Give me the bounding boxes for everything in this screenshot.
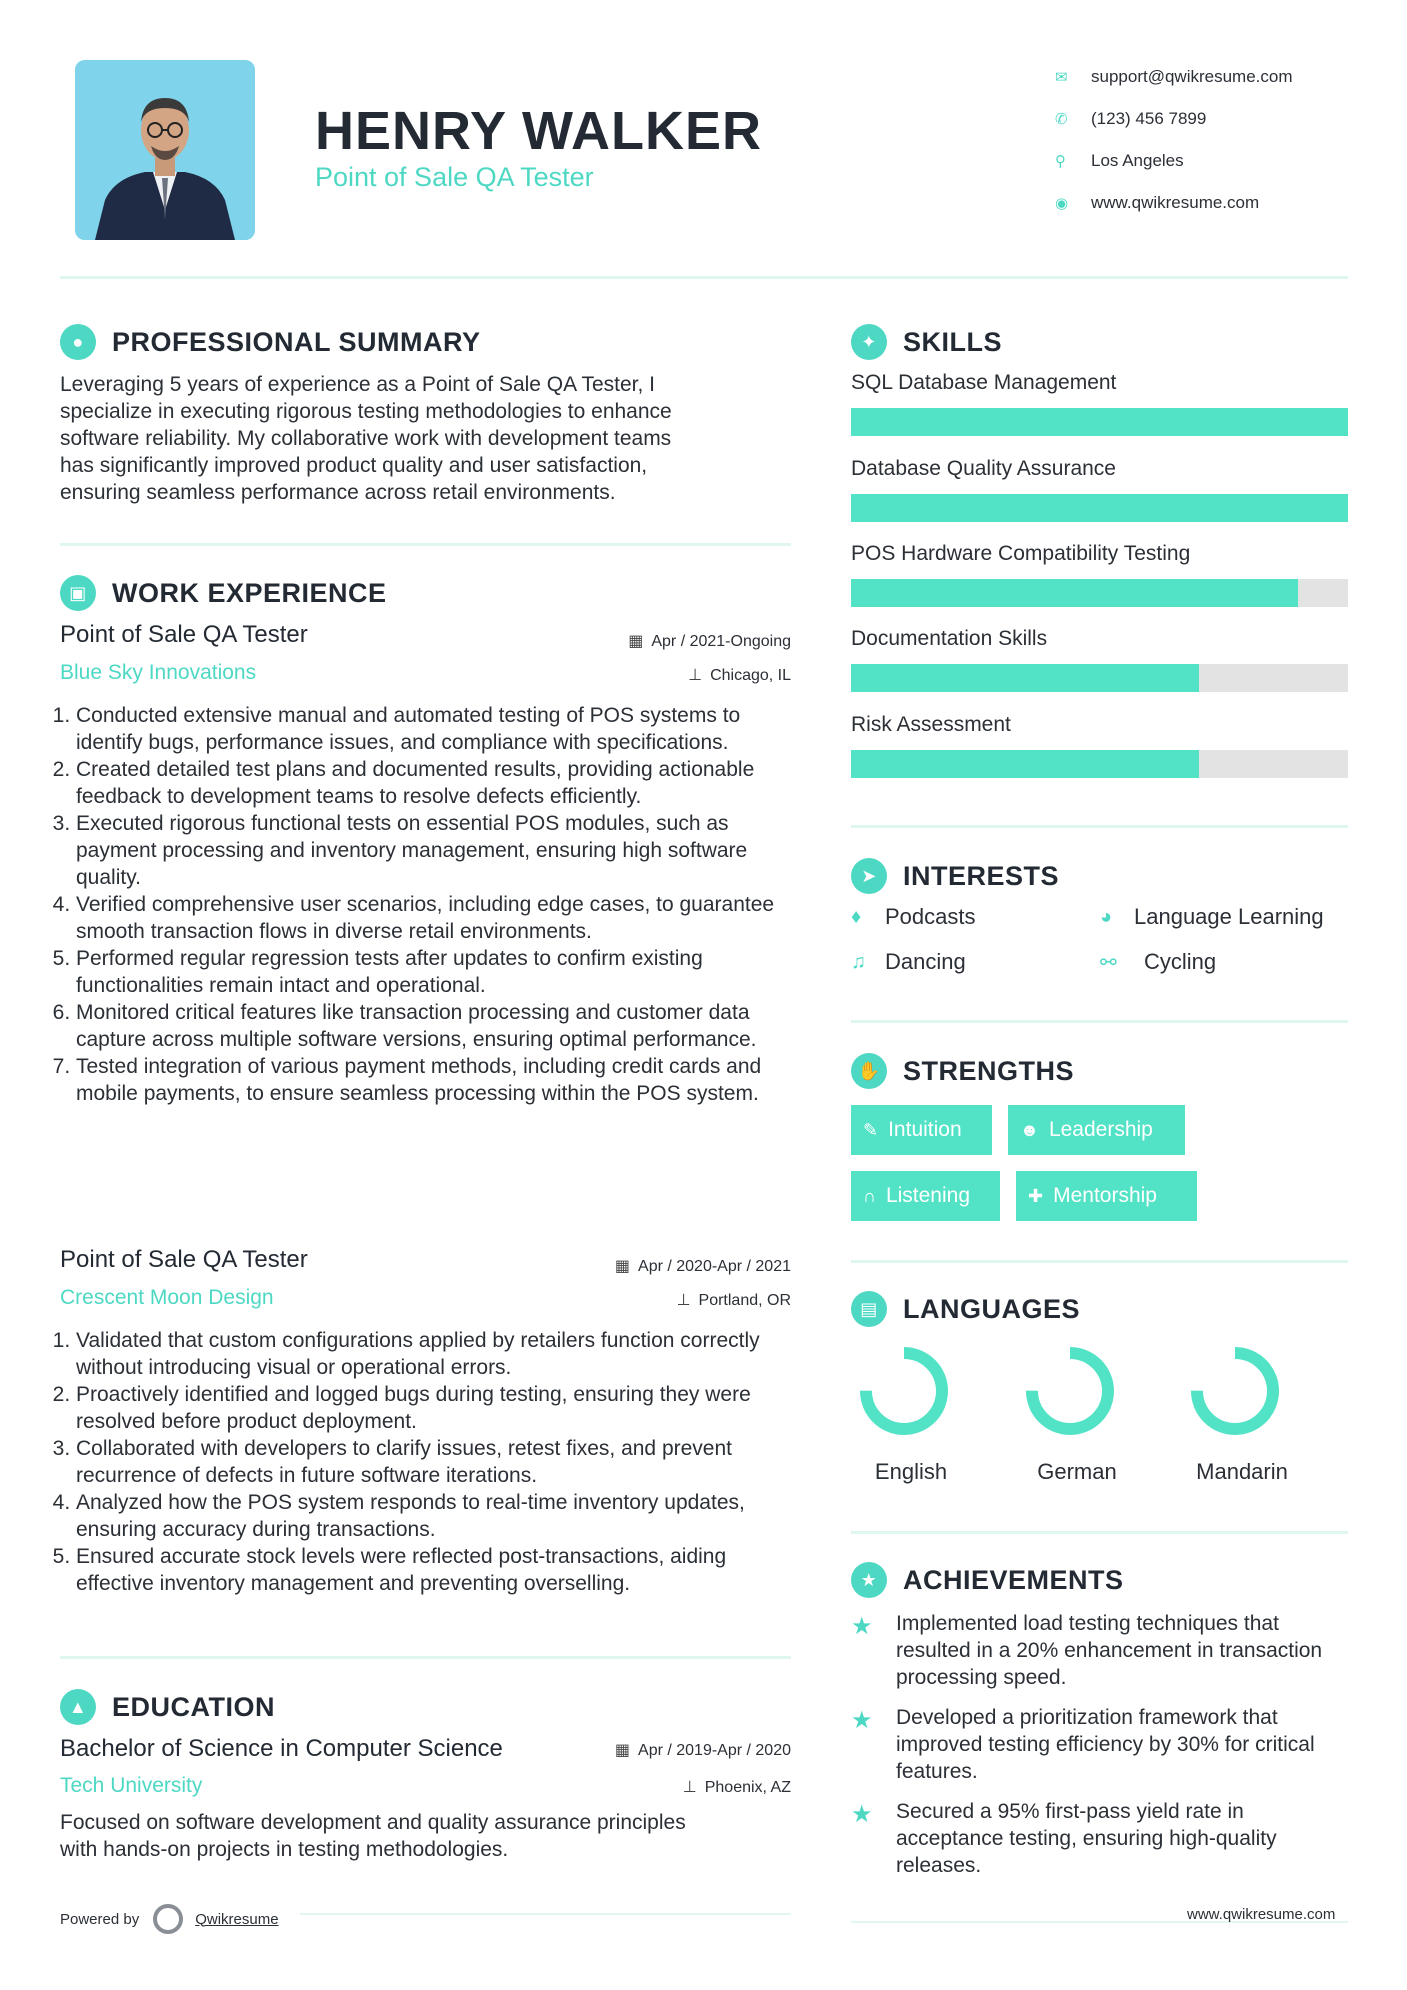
calendar-icon: ▦: [614, 1258, 631, 1275]
profile-photo: [75, 60, 255, 240]
list-item: 3. Executed rigorous functional tests on essential POS modules, such as payment processing and inventory management, ensuring high software quality.: [76, 810, 798, 891]
contact-phone[interactable]: ✆ (123) 456 7899: [1055, 109, 1207, 128]
list-item: 4. Analyzed how the POS system responds to real-time inventory updates, ensuring accuracy during transactions.: [76, 1489, 798, 1543]
header-divider: [60, 276, 1348, 279]
job-2-location: ⊥ Portland, OR: [676, 1292, 791, 1309]
skill-bar-fill: [851, 494, 1348, 522]
language-name: English: [874, 1459, 948, 1484]
list-item: 2. Created detailed test plans and documented results, providing actionable feedback to development teams to resolve defects efficiently.: [76, 756, 798, 810]
strengths-heading: ✋ STRENGTHS: [851, 1053, 1074, 1089]
interest-podcasts: ♦ Podcasts: [851, 904, 976, 929]
skill-bar: [851, 664, 1348, 692]
language-name: Mandarin: [1196, 1459, 1288, 1484]
pin-icon: ⊥: [682, 1779, 697, 1796]
job-1-company: Blue Sky Innovations: [60, 661, 257, 684]
pin-icon: ⊥: [688, 667, 703, 684]
strength-chip-listening: ∩ Listening: [851, 1171, 1000, 1221]
user-icon: ●: [60, 324, 96, 360]
languages-heading: ▤ LANGUAGES: [851, 1291, 1080, 1327]
paper-plane-icon: ➤: [851, 858, 887, 894]
skill-label: Database Quality Assurance: [851, 457, 1116, 480]
skill-bar-fill: [851, 579, 1298, 607]
achievement-item: ★ Developed a prioritization framework that improved testing efficiency by 30% for critical features.: [851, 1706, 1315, 1783]
brand-link[interactable]: Qwikresume: [195, 1910, 279, 1928]
globe-icon: ◕: [1100, 905, 1113, 928]
interest-language-learning: ◕ Language Learning: [1100, 904, 1324, 929]
job-2-dates: ▦ Apr / 2020-Apr / 2021: [614, 1258, 791, 1275]
language-icon: ▤: [851, 1291, 887, 1327]
skill-label: Risk Assessment: [851, 713, 1011, 736]
strength-chip-mentorship: ✚ Mentorship: [1016, 1171, 1197, 1221]
candidate-title: Point of Sale QA Tester: [315, 162, 594, 192]
headphones-icon: ∩: [863, 1185, 876, 1206]
education-degree: Bachelor of Science in Computer Science: [60, 1735, 503, 1762]
list-item: 5. Performed regular regression tests after updates to confirm existing functionalities remain intact and operational.: [76, 945, 798, 999]
education-dates: ▦ Apr / 2019-Apr / 2020: [614, 1742, 791, 1759]
skill-bar: [851, 408, 1348, 436]
list-item: 3. Collaborated with developers to clarify issues, retest fixes, and prevent recurrence of defects in future software iterations.: [76, 1435, 798, 1489]
summary-heading: ● PROFESSIONAL SUMMARY: [60, 324, 481, 360]
languages-divider: [851, 1531, 1348, 1534]
contact-website[interactable]: ◉ www.qwikresume.com: [1055, 193, 1260, 212]
microphone-icon: ♦: [851, 905, 862, 928]
skill-label: SQL Database Management: [851, 371, 1117, 394]
interests-divider: [851, 1020, 1348, 1023]
music-note-icon: ♫: [851, 950, 866, 973]
education-school: Tech University: [60, 1774, 203, 1797]
skill-bar-fill: [851, 750, 1199, 778]
achievement-item: ★ Secured a 95% first-pass yield rate in acceptance testing, ensuring high-quality releases.: [851, 1800, 1277, 1877]
interest-dancing: ♫ Dancing: [851, 949, 966, 974]
globe-icon: ◉: [1055, 195, 1069, 212]
language-ring-german: [1022, 1343, 1118, 1439]
strength-chip-leadership: ☻ Leadership: [1008, 1105, 1185, 1155]
achievement-item: ★ Implemented load testing techniques that resulted in a 20% enhancement in transaction processing speed.: [851, 1612, 1323, 1689]
strength-chip-intuition: ✎ Intuition: [851, 1105, 992, 1155]
footer-divider-left: [300, 1913, 791, 1915]
magic-wand-icon: ✎: [863, 1119, 879, 1140]
job-1-bullets: [58, 702, 798, 1107]
skills-heading: ✦ SKILLS: [851, 324, 1002, 360]
language-name: German: [1037, 1459, 1117, 1484]
skill-bar: [851, 750, 1348, 778]
list-item: 5. Ensured accurate stock levels were reflected post-transactions, aiding effective inventory management and preventing overselling.: [76, 1543, 798, 1597]
pin-icon: ⊥: [676, 1292, 691, 1309]
job-1-location: ⊥ Chicago, IL: [688, 667, 791, 684]
lightbulb-icon: ✦: [851, 324, 887, 360]
graduation-cap-icon: ▲: [60, 1689, 96, 1725]
skill-bar: [851, 494, 1348, 522]
language-ring-english: [856, 1343, 952, 1439]
skill-label: POS Hardware Compatibility Testing: [851, 542, 1191, 565]
skill-bar-fill: [851, 408, 1348, 436]
calendar-icon: ▦: [628, 633, 644, 650]
skills-divider: [851, 825, 1348, 828]
star-icon: ★: [851, 1707, 873, 1734]
interest-cycling: ⚯ Cycling: [1100, 949, 1217, 974]
job-2-company: Crescent Moon Design: [60, 1286, 274, 1309]
bicycle-icon: ⚯: [1100, 951, 1117, 974]
star-icon: ★: [851, 1613, 873, 1640]
contact-list: [1055, 56, 1293, 224]
job-1-dates: ▦ Apr / 2021-Ongoing: [628, 633, 791, 650]
star-badge-icon: ★: [851, 1562, 887, 1598]
education-location: ⊥ Phoenix, AZ: [682, 1779, 791, 1796]
education-text: Focused on software development and quality assurance principles with hands-on projects in testing methodologies.: [60, 1811, 686, 1861]
candidate-name: HENRY WALKER: [315, 101, 763, 161]
powered-by: Powered by Qwikresume: [60, 1904, 279, 1934]
skill-bar: [851, 579, 1348, 607]
contact-email[interactable]: ✉ support@qwikresume.com: [1055, 67, 1293, 86]
education-heading: ▲ EDUCATION: [60, 1689, 275, 1725]
list-item: 7. Tested integration of various payment methods, including credit cards and mobile payments, to ensure seamless processing within the POS system.: [76, 1053, 798, 1107]
qwikresume-logo-icon: [153, 1904, 183, 1934]
skill-label: Documentation Skills: [851, 627, 1048, 650]
job-2-role: Point of Sale QA Tester: [60, 1246, 308, 1273]
users-icon: ☻: [1020, 1119, 1039, 1140]
list-item: 6. Monitored critical features like transaction processing and customer data capture across multiple software versions, ensuring optimal performance.: [76, 999, 798, 1053]
phone-icon: ✆: [1055, 111, 1068, 128]
experience-heading: ▣ WORK EXPERIENCE: [60, 575, 387, 611]
hand-icon: ✋: [851, 1053, 887, 1089]
skill-bar-fill: [851, 664, 1199, 692]
contact-location: ⚲ Los Angeles: [1055, 151, 1184, 170]
summary-divider: [60, 543, 791, 546]
job-1-role: Point of Sale QA Tester: [60, 621, 308, 648]
envelope-icon: ✉: [1055, 69, 1068, 86]
briefcase-icon: ▣: [60, 575, 96, 611]
language-ring-mandarin: [1187, 1343, 1283, 1439]
job-2-bullets: [58, 1327, 798, 1597]
location-pin-icon: ⚲: [1055, 153, 1066, 170]
summary-text: Leveraging 5 years of experience as a Point of Sale QA Tester, I specialize in executing rigorous testing methodologies to enhance software reliability. My collaborative work with development teams has significantly improved product quality and user satisfaction, ensuring seamless performance across retail environments.: [60, 373, 672, 504]
user-plus-icon: ✚: [1028, 1185, 1044, 1206]
experience-divider: [60, 1656, 791, 1659]
star-icon: ★: [851, 1801, 873, 1828]
list-item: 1. Validated that custom configurations applied by retailers function correctly without introducing visual or operational errors.: [76, 1327, 798, 1381]
achievements-heading: ★ ACHIEVEMENTS: [851, 1562, 1124, 1598]
list-item: 4. Verified comprehensive user scenarios, including edge cases, to guarantee smooth transaction flows in diverse retail environments.: [76, 891, 798, 945]
list-item: 1. Conducted extensive manual and automated testing of POS systems to identify bugs, performance issues, and compliance with specifications.: [76, 702, 798, 756]
footer-website[interactable]: www.qwikresume.com: [1187, 1906, 1336, 1923]
interests-heading: ➤ INTERESTS: [851, 858, 1059, 894]
calendar-icon: ▦: [614, 1742, 631, 1759]
strengths-divider: [851, 1260, 1348, 1263]
list-item: 2. Proactively identified and logged bugs during testing, ensuring they were resolved before product deployment.: [76, 1381, 798, 1435]
